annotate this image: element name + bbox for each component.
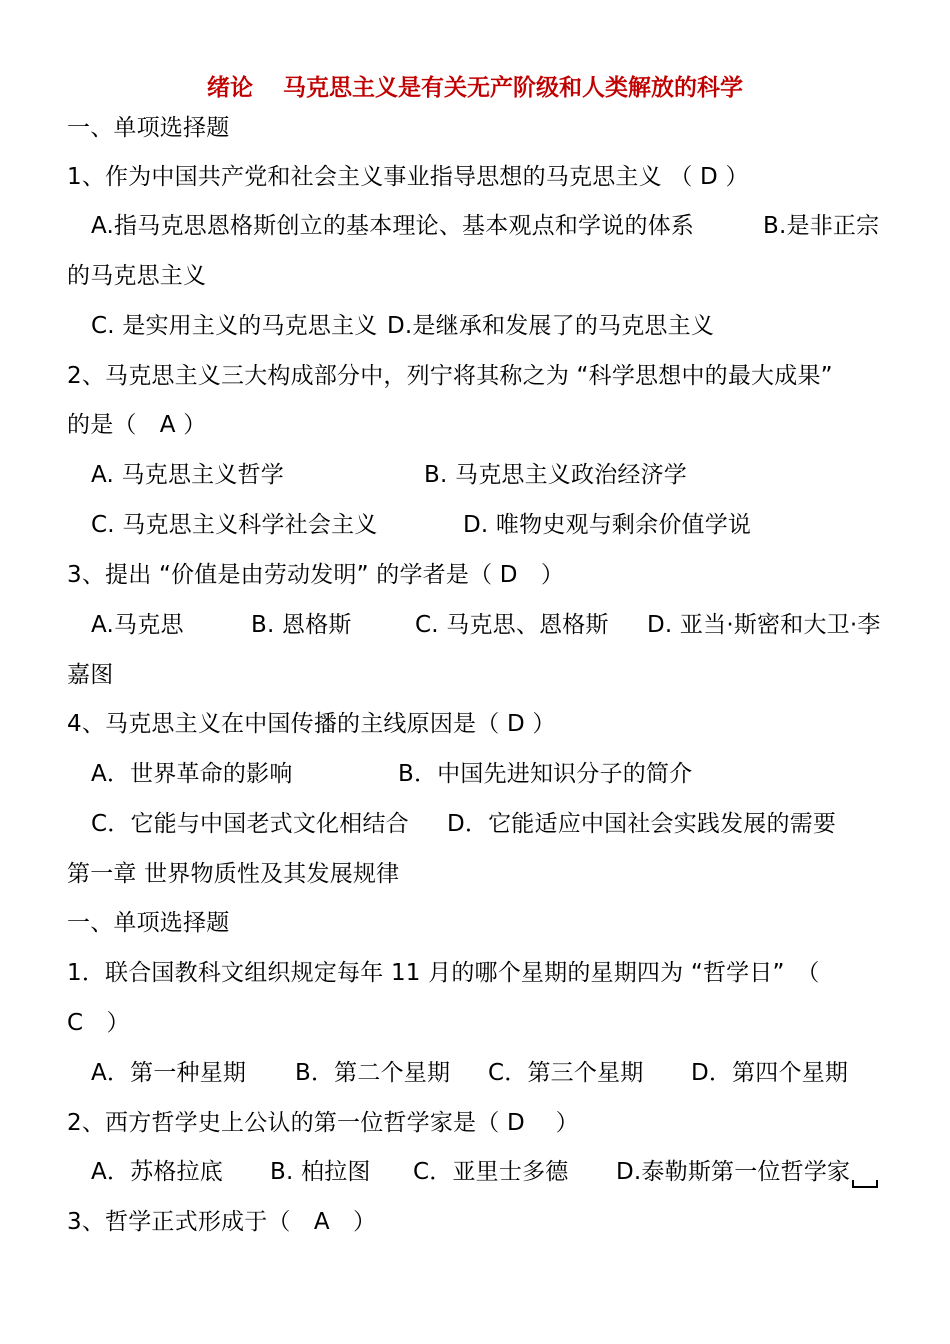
question-stem: 2、西方哲学史上公认的第一位哲学家是（ D ）: [67, 1110, 579, 1136]
question-stem: 3、提出 “价值是由劳动发明” 的学者是（ D ）: [67, 562, 565, 588]
option-b: B. 柏拉图: [270, 1159, 371, 1185]
question-stem-continued: C ）: [67, 1010, 130, 1036]
option-d: D. 唯物史观与剩余价值学说: [463, 512, 752, 538]
bracket-mark: [852, 1180, 878, 1188]
option-b: B．第二个星期: [295, 1060, 451, 1086]
option-a: A. 马克思主义哲学: [91, 462, 284, 488]
option-c: C. 是实用主义的马克思主义: [91, 313, 378, 339]
option-b: B.是非正宗: [763, 213, 880, 239]
section-heading: 一、单项选择题: [67, 115, 230, 141]
option-c: C．它能与中国老式文化相结合: [91, 811, 409, 837]
option-a: A．第一种星期: [91, 1060, 247, 1086]
question-stem: 3、哲学正式形成于（ A ）: [67, 1209, 377, 1235]
title-part1: 绪论: [207, 74, 253, 101]
title-part2: 马克思主义是有关无产阶级和人类解放的科学: [283, 74, 743, 101]
option-a: A．世界革命的影响: [91, 761, 293, 787]
option-d: D.泰勒斯第一位哲学家: [616, 1159, 851, 1185]
chapter-title: 第一章 世界物质性及其发展规律: [67, 861, 400, 887]
option-c: C．第三个星期: [488, 1060, 644, 1086]
option-a: A.马克思: [91, 612, 184, 638]
question-stem: 1、作为中国共产党和社会主义事业指导思想的马克思主义 （ D ）: [67, 164, 749, 190]
option-b: B. 恩格斯: [251, 612, 352, 638]
document-title: [0, 73, 950, 103]
option-b: B．中国先进知识分子的简介: [398, 761, 693, 787]
option-d-continued: 嘉图: [67, 662, 114, 688]
option-a: A．苏格拉底: [91, 1159, 223, 1185]
option-d: D．它能适应中国社会实践发展的需要: [447, 811, 837, 837]
option-b: B. 马克思主义政治经济学: [424, 462, 688, 488]
option-d: D．第四个星期: [691, 1060, 849, 1086]
option-a: A.指马克思恩格斯创立的基本理论、基本观点和学说的体系: [91, 213, 695, 239]
option-c: C. 马克思主义科学社会主义: [91, 512, 378, 538]
option-b-continued: 的马克思主义: [67, 263, 207, 289]
question-stem: 4、马克思主义在中国传播的主线原因是（ D ）: [67, 711, 556, 737]
option-d: D. 亚当·斯密和大卫·李: [647, 612, 881, 638]
question-stem-continued: 的是（ A ）: [67, 412, 207, 438]
question-stem: 1．联合国教科文组织规定每年 11 月的哪个星期的星期四为 “哲学日” （: [67, 960, 820, 986]
option-c: C. 马克思、恩格斯: [415, 612, 609, 638]
option-d: D.是继承和发展了的马克思主义: [387, 313, 715, 339]
option-c: C．亚里士多德: [413, 1159, 569, 1185]
section-heading: 一、单项选择题: [67, 910, 230, 936]
question-stem: 2、马克思主义三大构成部分中，列宁将其称之为 “科学思想中的最大成果”: [67, 363, 833, 389]
